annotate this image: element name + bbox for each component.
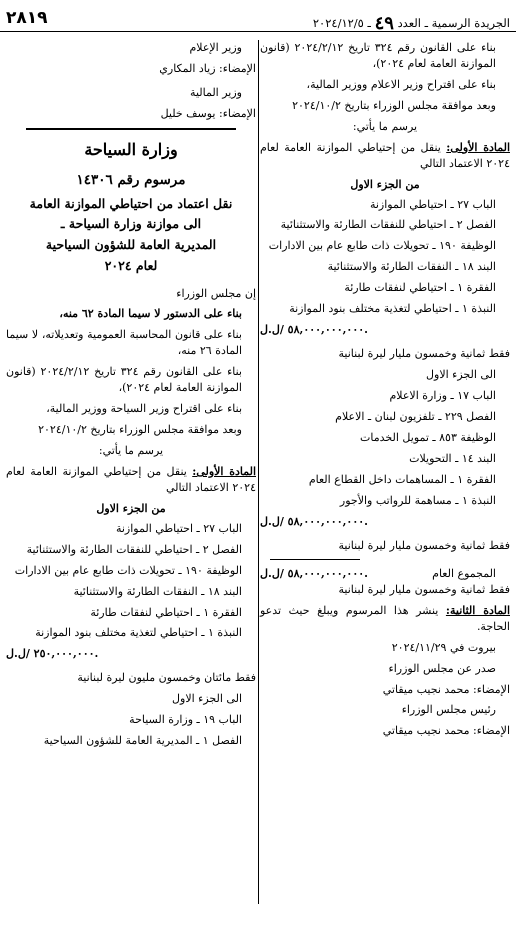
- article-1: [260, 140, 510, 172]
- budget-line: الفصل ١ ـ المديرية العامة للشؤون السياحية: [43, 734, 242, 748]
- budget-line: الوظيفة ١٩٠ ـ تحويلات ذات طابع عام بين الادارات: [14, 563, 242, 577]
- budget-line: الفقرة ١ ـ المساهمات داخل القطاع العام: [308, 472, 496, 486]
- place-date: بيروت في ٢٠٢٤/١١/٢٩: [391, 641, 496, 655]
- part-heading: من الجزء الاول: [350, 177, 420, 191]
- minister-title: وزير المالية: [190, 85, 242, 99]
- minister-title: وزير الإعلام: [189, 41, 242, 54]
- signature: الإمضاء: محمد نجيب ميقاتي: [382, 683, 510, 697]
- budget-line: الوظيفة ١٩٠ ـ تحويلات ذات طابع عام بين الادارات: [268, 239, 496, 253]
- preamble-proposal: بناء على اقتراح وزير السياحة ووزير المالية،: [46, 402, 242, 416]
- amount-words: فقط ثمانية وخمسون مليار ليرة لبنانية: [338, 538, 510, 552]
- budget-line: النبذة ١ ـ احتياطي لتغذية مختلف بنود الموازنة: [35, 626, 242, 640]
- budget-line: النبذة ١ ـ مساهمة للرواتب والأجور: [339, 493, 496, 507]
- budget-line: البند ١٨ ـ النفقات الطارئة والاستثنائية: [327, 260, 496, 274]
- ministry-heading: وزارة السياحة: [84, 139, 178, 159]
- to-part: الى الجزء الاول: [172, 692, 242, 706]
- preamble-accounting: بناء على قانون المحاسبة العمومية وتعديلاته، لا سيما المادة ٢٦ منه،: [6, 328, 242, 358]
- budget-line: الفصل ٢ ـ احتياطي للنفقات الطارئة والاستثنائية: [280, 218, 496, 232]
- budget-line: البند ١٤ ـ التحويلات: [409, 451, 496, 465]
- preamble-law: بناء على القانون رقم ٣٢٤ تاريخ ٢٠٢٤/٢/١٢ (قانون الموازنة العامة لعام ٢٠٢٤)،: [260, 41, 496, 70]
- budget-line: النبذة ١ ـ احتياطي لتغذية مختلف بنود الموازنة: [289, 302, 496, 316]
- article-1-text: ينقل من إحتياطي الموازنة العامة لعام ٢٠٢٤ الاعتماد التالي: [260, 140, 510, 170]
- preamble-approval: وبعد موافقة مجلس الوزراء بتاريخ ٢٠٢٤/١٠/٢: [292, 98, 496, 112]
- preamble-law: بناء على القانون رقم ٣٢٤ تاريخ ٢٠٢٤/٢/١٢ (قانون الموازنة العامة لعام ٢٠٢٤)،: [6, 365, 242, 395]
- decrees-line: يرسم ما يأتي:: [352, 119, 418, 133]
- column-divider: [258, 40, 259, 904]
- amount-words: فقط ثمانية وخمسون مليار ليرة لبنانية: [338, 347, 510, 361]
- budget-line: الباب ٢٧ ـ احتياطي الموازنة: [369, 197, 496, 211]
- journal-title: [313, 9, 510, 35]
- amount: ٢٥٠,٠٠٠,٠٠٠ /ل.ل.: [6, 647, 99, 661]
- budget-line: الوظيفة ٨٥٣ ـ تمويل الخدمات: [360, 430, 496, 444]
- article-1: [6, 464, 256, 496]
- issued-by: صدر عن مجلس الوزراء: [388, 662, 496, 676]
- section-rule: [26, 128, 236, 130]
- total-row: [260, 566, 510, 582]
- budget-line: الفقرة ١ ـ احتياطي لنفقات طارئة: [344, 281, 496, 295]
- total-rule: [270, 559, 360, 560]
- decree-title-line: الى موازنة وزارة السياحة ـ: [60, 216, 202, 232]
- decree-title-line: لعام ٢٠٢٤: [104, 257, 158, 273]
- amount-words: فقط مائتان وخمسون مليون ليرة لبنانية: [77, 671, 256, 685]
- signature: الإمضاء: زياد المكاري: [159, 61, 256, 75]
- signature: الإمضاء: محمد نجيب ميقاتي: [382, 723, 510, 737]
- article-1-label: المادة الأولى:: [192, 464, 256, 478]
- total-amount: ٥٨,٠٠٠,٠٠٠,٠٠٠ /ل.ل.: [260, 567, 368, 581]
- decree-title-line: المديرية العامة للشؤون السياحية: [45, 237, 217, 252]
- issue-date: ـ ٢٠٢٤/١٢/٥: [312, 16, 371, 30]
- decrees-line: يرسم ما يأتي:: [98, 444, 164, 457]
- journal-name: الجريدة الرسمية ـ العدد: [397, 16, 510, 30]
- budget-line: الباب ١٧ ـ وزارة الاعلام: [389, 388, 496, 402]
- page-header: [0, 0, 516, 32]
- budget-line: الباب ٢٧ ـ احتياطي الموازنة: [115, 521, 242, 535]
- pm-title: رئيس مجلس الوزراء: [401, 703, 496, 716]
- amount-words: فقط ثمانية وخمسون مليار ليرة لبنانية: [338, 583, 510, 597]
- preamble-approval: وبعد موافقة مجلس الوزراء بتاريخ ٢٠٢٤/١٠/٢: [38, 423, 242, 437]
- article-2: [260, 603, 510, 635]
- left-column: [6, 40, 256, 754]
- page-number: ٢٨١٩: [6, 8, 48, 28]
- total-label: المجموع العام: [432, 567, 496, 581]
- to-part: الى الجزء الاول: [426, 368, 496, 381]
- article-1-text: ينقل من إحتياطي الموازنة العامة لعام ٢٠٢٤ الاعتماد التالي: [6, 464, 256, 494]
- amount: ٥٨,٠٠٠,٠٠٠,٠٠٠ /ل.ل.: [260, 514, 368, 528]
- right-column: [260, 40, 510, 743]
- preamble-proposal: بناء على اقتراح وزير الاعلام ووزير المالية،: [306, 77, 496, 91]
- budget-line: الباب ١٩ ـ وزارة السياحة: [129, 713, 242, 727]
- budget-line: الفصل ٢ ـ احتياطي للنفقات الطارئة والاستثنائية: [26, 542, 242, 556]
- preamble-constitution: بناء على الدستور لا سيما المادة ٦٢ منه،: [59, 307, 242, 321]
- budget-line: البند ١٨ ـ النفقات الطارئة والاستثنائية: [73, 584, 242, 598]
- article-1-label: المادة الأولى:: [446, 140, 510, 154]
- signature: الإمضاء: يوسف خليل: [160, 106, 256, 120]
- budget-line: الفصل ٢٢٩ ـ تلفزيون لبنان ـ الاعلام: [335, 409, 496, 423]
- amount: ٥٨,٠٠٠,٠٠٠,٠٠٠ /ل.ل.: [260, 323, 368, 337]
- part-heading: من الجزء الاول: [96, 501, 166, 515]
- issue-number: ٤٩: [374, 13, 394, 34]
- decree-number: مرسوم رقم ١٤٣٠٦: [76, 171, 186, 188]
- decree-title-line: نقل اعتماد من احتياطي الموازنة العامة: [29, 195, 233, 211]
- budget-line: الفقرة ١ ـ احتياطي لنفقات طارئة: [90, 605, 242, 619]
- article-2-label: المادة الثانية:: [445, 604, 510, 618]
- article-2-text: ينشر هذا المرسوم ويبلغ حيث تدعو الحاجة.: [260, 604, 510, 634]
- council-line: إن مجلس الوزراء: [176, 286, 256, 300]
